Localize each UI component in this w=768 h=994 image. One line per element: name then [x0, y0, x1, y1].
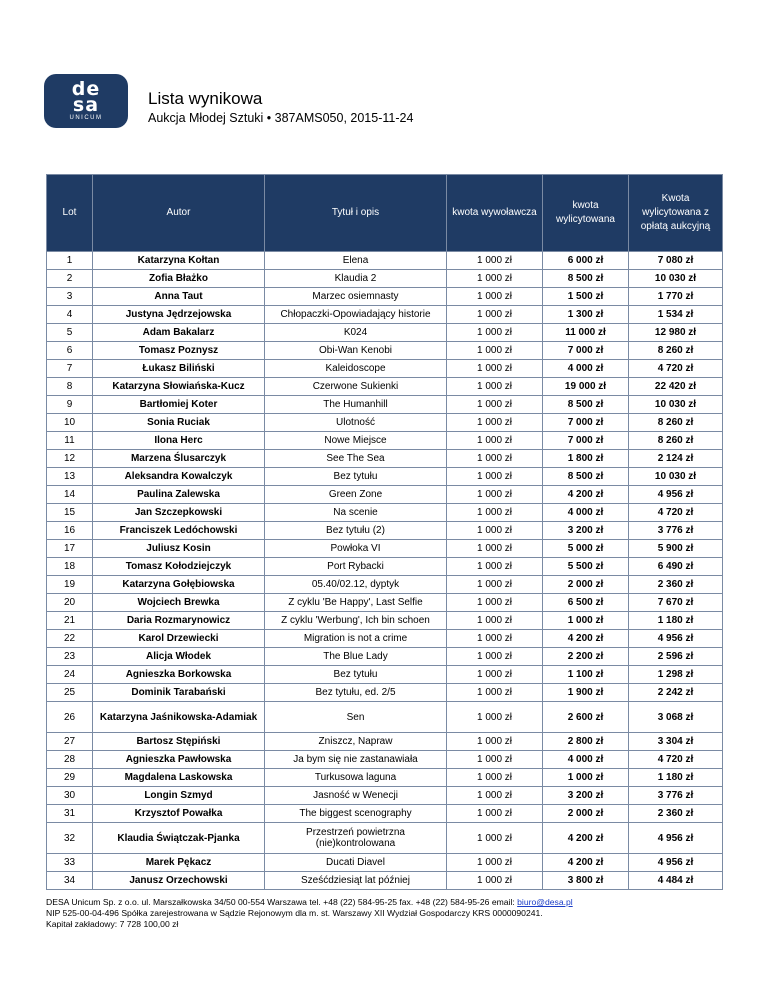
- author-cell: Adam Bakalarz: [93, 324, 265, 342]
- start-price-cell: 1 000 zł: [447, 872, 543, 890]
- table-row: [47, 324, 723, 342]
- hammer-price-cell: 4 000 zł: [543, 360, 629, 378]
- total-price-cell: 7 670 zł: [629, 594, 723, 612]
- total-price-cell: 2 360 zł: [629, 576, 723, 594]
- table-row: [47, 612, 723, 630]
- author-cell: Łukasz Biliński: [93, 360, 265, 378]
- lot-cell: 23: [47, 648, 93, 666]
- total-price-cell: 10 030 zł: [629, 396, 723, 414]
- hammer-price-cell: 4 000 zł: [543, 751, 629, 769]
- lot-cell: 34: [47, 872, 93, 890]
- hammer-price-cell: 1 000 zł: [543, 769, 629, 787]
- start-price-cell: 1 000 zł: [447, 576, 543, 594]
- author-cell: Klaudia Świątczak-Pjanka: [93, 823, 265, 854]
- lot-cell: 32: [47, 823, 93, 854]
- hammer-price-cell: 11 000 zł: [543, 324, 629, 342]
- total-price-cell: 5 900 zł: [629, 540, 723, 558]
- total-price-cell: 4 720 zł: [629, 504, 723, 522]
- total-price-cell: 2 360 zł: [629, 805, 723, 823]
- column-header-kwota-wywolawcza: kwota wywoławcza: [447, 175, 543, 252]
- hammer-price-cell: 3 200 zł: [543, 787, 629, 805]
- footer-address: DESA Unicum Sp. z o.o. ul. Marszałkowska 34/50 00-554 Warszawa tel. +48 (22) 584-95-25 fax. +48 (22) 584-95-26 email:: [46, 897, 518, 907]
- page-title: Lista wynikowa: [148, 89, 263, 108]
- hammer-price-cell: 3 800 zł: [543, 872, 629, 890]
- table-row: [47, 558, 723, 576]
- total-price-cell: 3 776 zł: [629, 787, 723, 805]
- title-cell: See The Sea: [265, 450, 447, 468]
- table-row: [47, 270, 723, 288]
- total-price-cell: 2 242 zł: [629, 684, 723, 702]
- table-row: [47, 486, 723, 504]
- hammer-price-cell: 1 900 zł: [543, 684, 629, 702]
- table-row: [47, 432, 723, 450]
- title-cell: K024: [265, 324, 447, 342]
- page-subtitle: Aukcja Młodej Sztuki • 387AMS050, 2015-11-24: [148, 111, 414, 125]
- hammer-price-cell: 2 600 zł: [543, 702, 629, 733]
- table-row: [47, 823, 723, 854]
- column-header-lot: Lot: [47, 175, 93, 252]
- hammer-price-cell: 4 200 zł: [543, 630, 629, 648]
- author-cell: Aleksandra Kowalczyk: [93, 468, 265, 486]
- title-cell: Sen: [265, 702, 447, 733]
- table-row: [47, 630, 723, 648]
- hammer-price-cell: 4 200 zł: [543, 486, 629, 504]
- table-row: [47, 342, 723, 360]
- author-cell: Tomasz Kołodziejczyk: [93, 558, 265, 576]
- table-row: [47, 252, 723, 270]
- total-price-cell: 4 484 zł: [629, 872, 723, 890]
- author-cell: Justyna Jędrzejowska: [93, 306, 265, 324]
- table-row: [47, 396, 723, 414]
- hammer-price-cell: 2 200 zł: [543, 648, 629, 666]
- start-price-cell: 1 000 zł: [447, 378, 543, 396]
- hammer-price-cell: 19 000 zł: [543, 378, 629, 396]
- start-price-cell: 1 000 zł: [447, 702, 543, 733]
- lot-cell: 24: [47, 666, 93, 684]
- title-cell: Migration is not a crime: [265, 630, 447, 648]
- table-row: [47, 769, 723, 787]
- table-header-row: [47, 175, 723, 252]
- author-cell: Juliusz Kosin: [93, 540, 265, 558]
- footer-email-link[interactable]: biuro@desa.pl: [517, 897, 573, 907]
- hammer-price-cell: 1 300 zł: [543, 306, 629, 324]
- title-cell: Turkusowa laguna: [265, 769, 447, 787]
- total-price-cell: 4 720 zł: [629, 360, 723, 378]
- table-row: [47, 702, 723, 733]
- title-cell: The Humanhill: [265, 396, 447, 414]
- column-header-kwota-z-oplata: Kwota wylicytowana z opłatą aukcyjną: [629, 175, 723, 252]
- title-cell: Kaleidoscope: [265, 360, 447, 378]
- total-price-cell: 3 068 zł: [629, 702, 723, 733]
- table-row: [47, 450, 723, 468]
- table-row: [47, 306, 723, 324]
- start-price-cell: 1 000 zł: [447, 306, 543, 324]
- total-price-cell: 1 180 zł: [629, 612, 723, 630]
- title-cell: Ja bym się nie zastanawiała: [265, 751, 447, 769]
- footer-capital-line: Kapitał zakładowy: 7 728 100,00 zł: [46, 919, 179, 929]
- total-price-cell: 10 030 zł: [629, 270, 723, 288]
- start-price-cell: 1 000 zł: [447, 522, 543, 540]
- start-price-cell: 1 000 zł: [447, 396, 543, 414]
- total-price-cell: 1 534 zł: [629, 306, 723, 324]
- title-cell: Port Rybacki: [265, 558, 447, 576]
- author-cell: Tomasz Poznysz: [93, 342, 265, 360]
- start-price-cell: 1 000 zł: [447, 270, 543, 288]
- lot-cell: 9: [47, 396, 93, 414]
- title-cell: Przestrzeń powietrzna (nie)kontrolowana: [265, 823, 447, 854]
- total-price-cell: 7 080 zł: [629, 252, 723, 270]
- author-cell: Paulina Zalewska: [93, 486, 265, 504]
- start-price-cell: 1 000 zł: [447, 324, 543, 342]
- table-row: [47, 522, 723, 540]
- hammer-price-cell: 8 500 zł: [543, 396, 629, 414]
- title-cell: Green Zone: [265, 486, 447, 504]
- title-cell: Chłopaczki-Opowiadający historie: [265, 306, 447, 324]
- total-price-cell: 3 304 zł: [629, 733, 723, 751]
- title-cell: Z cyklu 'Be Happy', Last Selfie: [265, 594, 447, 612]
- title-cell: The biggest scenography: [265, 805, 447, 823]
- hammer-price-cell: 2 800 zł: [543, 733, 629, 751]
- title-cell: Z cyklu 'Werbung', Ich bin schoen: [265, 612, 447, 630]
- title-cell: Ulotność: [265, 414, 447, 432]
- lot-cell: 15: [47, 504, 93, 522]
- lot-cell: 22: [47, 630, 93, 648]
- total-price-cell: 1 770 zł: [629, 288, 723, 306]
- table-row: [47, 733, 723, 751]
- author-cell: Marzena Ślusarczyk: [93, 450, 265, 468]
- start-price-cell: 1 000 zł: [447, 769, 543, 787]
- start-price-cell: 1 000 zł: [447, 630, 543, 648]
- title-cell: Sześćdziesiąt lat później: [265, 872, 447, 890]
- hammer-price-cell: 1 500 zł: [543, 288, 629, 306]
- title-cell: Bez tytułu (2): [265, 522, 447, 540]
- footer-registration-line: NIP 525-00-04-496 Spółka zarejestrowana w Sądzie Rejonowym dla m. st. Warszawy XII Wydział Gospodarczy KRS 0000090241.: [46, 908, 543, 918]
- lot-cell: 10: [47, 414, 93, 432]
- start-price-cell: 1 000 zł: [447, 787, 543, 805]
- author-cell: Franciszek Ledóchowski: [93, 522, 265, 540]
- total-price-cell: 1 298 zł: [629, 666, 723, 684]
- lot-cell: 5: [47, 324, 93, 342]
- table-row: [47, 576, 723, 594]
- total-price-cell: 4 720 zł: [629, 751, 723, 769]
- hammer-price-cell: 7 000 zł: [543, 414, 629, 432]
- lot-cell: 29: [47, 769, 93, 787]
- lot-cell: 16: [47, 522, 93, 540]
- lot-cell: 28: [47, 751, 93, 769]
- logo-text-de: de: [71, 78, 101, 100]
- author-cell: Dominik Tarabański: [93, 684, 265, 702]
- total-price-cell: 10 030 zł: [629, 468, 723, 486]
- table-row: [47, 787, 723, 805]
- start-price-cell: 1 000 zł: [447, 288, 543, 306]
- logo-text-sa: sa: [72, 94, 100, 116]
- lot-cell: 3: [47, 288, 93, 306]
- lot-cell: 11: [47, 432, 93, 450]
- start-price-cell: 1 000 zł: [447, 432, 543, 450]
- author-cell: Jan Szczepkowski: [93, 504, 265, 522]
- total-price-cell: 22 420 zł: [629, 378, 723, 396]
- lot-cell: 21: [47, 612, 93, 630]
- author-cell: Longin Szmyd: [93, 787, 265, 805]
- logo-text-unicum: UNICUM: [69, 115, 103, 121]
- hammer-price-cell: 2 000 zł: [543, 576, 629, 594]
- lot-cell: 1: [47, 252, 93, 270]
- author-cell: Krzysztof Powałka: [93, 805, 265, 823]
- author-cell: Daria Rozmarynowicz: [93, 612, 265, 630]
- author-cell: Katarzyna Kołtan: [93, 252, 265, 270]
- table-row: [47, 504, 723, 522]
- start-price-cell: 1 000 zł: [447, 504, 543, 522]
- table-row: [47, 854, 723, 872]
- title-cell: Marzec osiemnasty: [265, 288, 447, 306]
- hammer-price-cell: 3 200 zł: [543, 522, 629, 540]
- start-price-cell: 1 000 zł: [447, 360, 543, 378]
- total-price-cell: 2 124 zł: [629, 450, 723, 468]
- start-price-cell: 1 000 zł: [447, 558, 543, 576]
- lot-cell: 7: [47, 360, 93, 378]
- lot-cell: 8: [47, 378, 93, 396]
- results-table: [46, 174, 723, 890]
- author-cell: Sonia Ruciak: [93, 414, 265, 432]
- total-price-cell: 2 596 zł: [629, 648, 723, 666]
- author-cell: Janusz Orzechowski: [93, 872, 265, 890]
- hammer-price-cell: 1 100 zł: [543, 666, 629, 684]
- desa-unicum-logo: [44, 74, 128, 128]
- title-cell: Na scenie: [265, 504, 447, 522]
- total-price-cell: 8 260 zł: [629, 414, 723, 432]
- title-cell: Powłoka VI: [265, 540, 447, 558]
- hammer-price-cell: 8 500 zł: [543, 468, 629, 486]
- lot-cell: 30: [47, 787, 93, 805]
- table-row: [47, 594, 723, 612]
- author-cell: Bartłomiej Koter: [93, 396, 265, 414]
- author-cell: Agnieszka Pawłowska: [93, 751, 265, 769]
- lot-cell: 27: [47, 733, 93, 751]
- lot-cell: 18: [47, 558, 93, 576]
- title-cell: Nowe Miejsce: [265, 432, 447, 450]
- column-header-kwota-wylicytowana: kwota wylicytowana: [543, 175, 629, 252]
- lot-cell: 19: [47, 576, 93, 594]
- total-price-cell: 8 260 zł: [629, 432, 723, 450]
- author-cell: Bartosz Stępiński: [93, 733, 265, 751]
- author-cell: Katarzyna Gołębiowska: [93, 576, 265, 594]
- total-price-cell: 12 980 zł: [629, 324, 723, 342]
- start-price-cell: 1 000 zł: [447, 252, 543, 270]
- hammer-price-cell: 1 800 zł: [543, 450, 629, 468]
- hammer-price-cell: 4 000 zł: [543, 504, 629, 522]
- start-price-cell: 1 000 zł: [447, 684, 543, 702]
- title-cell: Bez tytułu, ed. 2/5: [265, 684, 447, 702]
- author-cell: Alicja Włodek: [93, 648, 265, 666]
- hammer-price-cell: 6 000 zł: [543, 252, 629, 270]
- lot-cell: 13: [47, 468, 93, 486]
- title-cell: Zniszcz, Napraw: [265, 733, 447, 751]
- start-price-cell: 1 000 zł: [447, 805, 543, 823]
- author-cell: Wojciech Brewka: [93, 594, 265, 612]
- author-cell: Magdalena Laskowska: [93, 769, 265, 787]
- lot-cell: 14: [47, 486, 93, 504]
- title-cell: Jasność w Wenecji: [265, 787, 447, 805]
- author-cell: Marek Pękacz: [93, 854, 265, 872]
- start-price-cell: 1 000 zł: [447, 733, 543, 751]
- total-price-cell: 4 956 zł: [629, 486, 723, 504]
- lot-cell: 26: [47, 702, 93, 733]
- start-price-cell: 1 000 zł: [447, 594, 543, 612]
- hammer-price-cell: 5 500 zł: [543, 558, 629, 576]
- hammer-price-cell: 1 000 zł: [543, 612, 629, 630]
- table-row: [47, 872, 723, 890]
- lot-cell: 12: [47, 450, 93, 468]
- start-price-cell: 1 000 zł: [447, 486, 543, 504]
- title-cell: Ducati Diavel: [265, 854, 447, 872]
- start-price-cell: 1 000 zł: [447, 666, 543, 684]
- author-cell: Karol Drzewiecki: [93, 630, 265, 648]
- results-table-body: [47, 252, 723, 890]
- total-price-cell: 1 180 zł: [629, 769, 723, 787]
- table-row: [47, 360, 723, 378]
- column-header-autor: Autor: [93, 175, 265, 252]
- lot-cell: 4: [47, 306, 93, 324]
- hammer-price-cell: 8 500 zł: [543, 270, 629, 288]
- hammer-price-cell: 2 000 zł: [543, 805, 629, 823]
- table-row: [47, 540, 723, 558]
- table-row: [47, 468, 723, 486]
- page-footer: [46, 897, 573, 930]
- lot-cell: 33: [47, 854, 93, 872]
- start-price-cell: 1 000 zł: [447, 468, 543, 486]
- footer-address-line: [46, 897, 573, 908]
- table-row: [47, 805, 723, 823]
- table-row: [47, 288, 723, 306]
- total-price-cell: 4 956 zł: [629, 630, 723, 648]
- title-cell: Czerwone Sukienki: [265, 378, 447, 396]
- title-cell: Bez tytułu: [265, 666, 447, 684]
- total-price-cell: 3 776 zł: [629, 522, 723, 540]
- hammer-price-cell: 7 000 zł: [543, 342, 629, 360]
- lot-cell: 2: [47, 270, 93, 288]
- table-row: [47, 666, 723, 684]
- start-price-cell: 1 000 zł: [447, 342, 543, 360]
- title-cell: 05.40/02.12, dyptyk: [265, 576, 447, 594]
- author-cell: Katarzyna Słowiańska-Kucz: [93, 378, 265, 396]
- hammer-price-cell: 6 500 zł: [543, 594, 629, 612]
- author-cell: Agnieszka Borkowska: [93, 666, 265, 684]
- start-price-cell: 1 000 zł: [447, 414, 543, 432]
- total-price-cell: 4 956 zł: [629, 854, 723, 872]
- table-row: [47, 378, 723, 396]
- total-price-cell: 4 956 zł: [629, 823, 723, 854]
- lot-cell: 31: [47, 805, 93, 823]
- table-row: [47, 414, 723, 432]
- title-cell: The Blue Lady: [265, 648, 447, 666]
- hammer-price-cell: 7 000 zł: [543, 432, 629, 450]
- lot-cell: 6: [47, 342, 93, 360]
- title-cell: Obi-Wan Kenobi: [265, 342, 447, 360]
- start-price-cell: 1 000 zł: [447, 540, 543, 558]
- column-header-tytul: Tytuł i opis: [265, 175, 447, 252]
- author-cell: Anna Taut: [93, 288, 265, 306]
- total-price-cell: 6 490 zł: [629, 558, 723, 576]
- author-cell: Katarzyna Jaśnikowska-Adamiak: [93, 702, 265, 733]
- lot-cell: 17: [47, 540, 93, 558]
- table-row: [47, 648, 723, 666]
- title-cell: Klaudia 2: [265, 270, 447, 288]
- hammer-price-cell: 5 000 zł: [543, 540, 629, 558]
- author-cell: Zofia Błażko: [93, 270, 265, 288]
- title-cell: Elena: [265, 252, 447, 270]
- lot-cell: 25: [47, 684, 93, 702]
- table-row: [47, 684, 723, 702]
- lot-cell: 20: [47, 594, 93, 612]
- start-price-cell: 1 000 zł: [447, 648, 543, 666]
- hammer-price-cell: 4 200 zł: [543, 854, 629, 872]
- author-cell: Ilona Herc: [93, 432, 265, 450]
- title-cell: Bez tytułu: [265, 468, 447, 486]
- start-price-cell: 1 000 zł: [447, 612, 543, 630]
- start-price-cell: 1 000 zł: [447, 854, 543, 872]
- start-price-cell: 1 000 zł: [447, 823, 543, 854]
- total-price-cell: 8 260 zł: [629, 342, 723, 360]
- start-price-cell: 1 000 zł: [447, 450, 543, 468]
- start-price-cell: 1 000 zł: [447, 751, 543, 769]
- table-row: [47, 751, 723, 769]
- hammer-price-cell: 4 200 zł: [543, 823, 629, 854]
